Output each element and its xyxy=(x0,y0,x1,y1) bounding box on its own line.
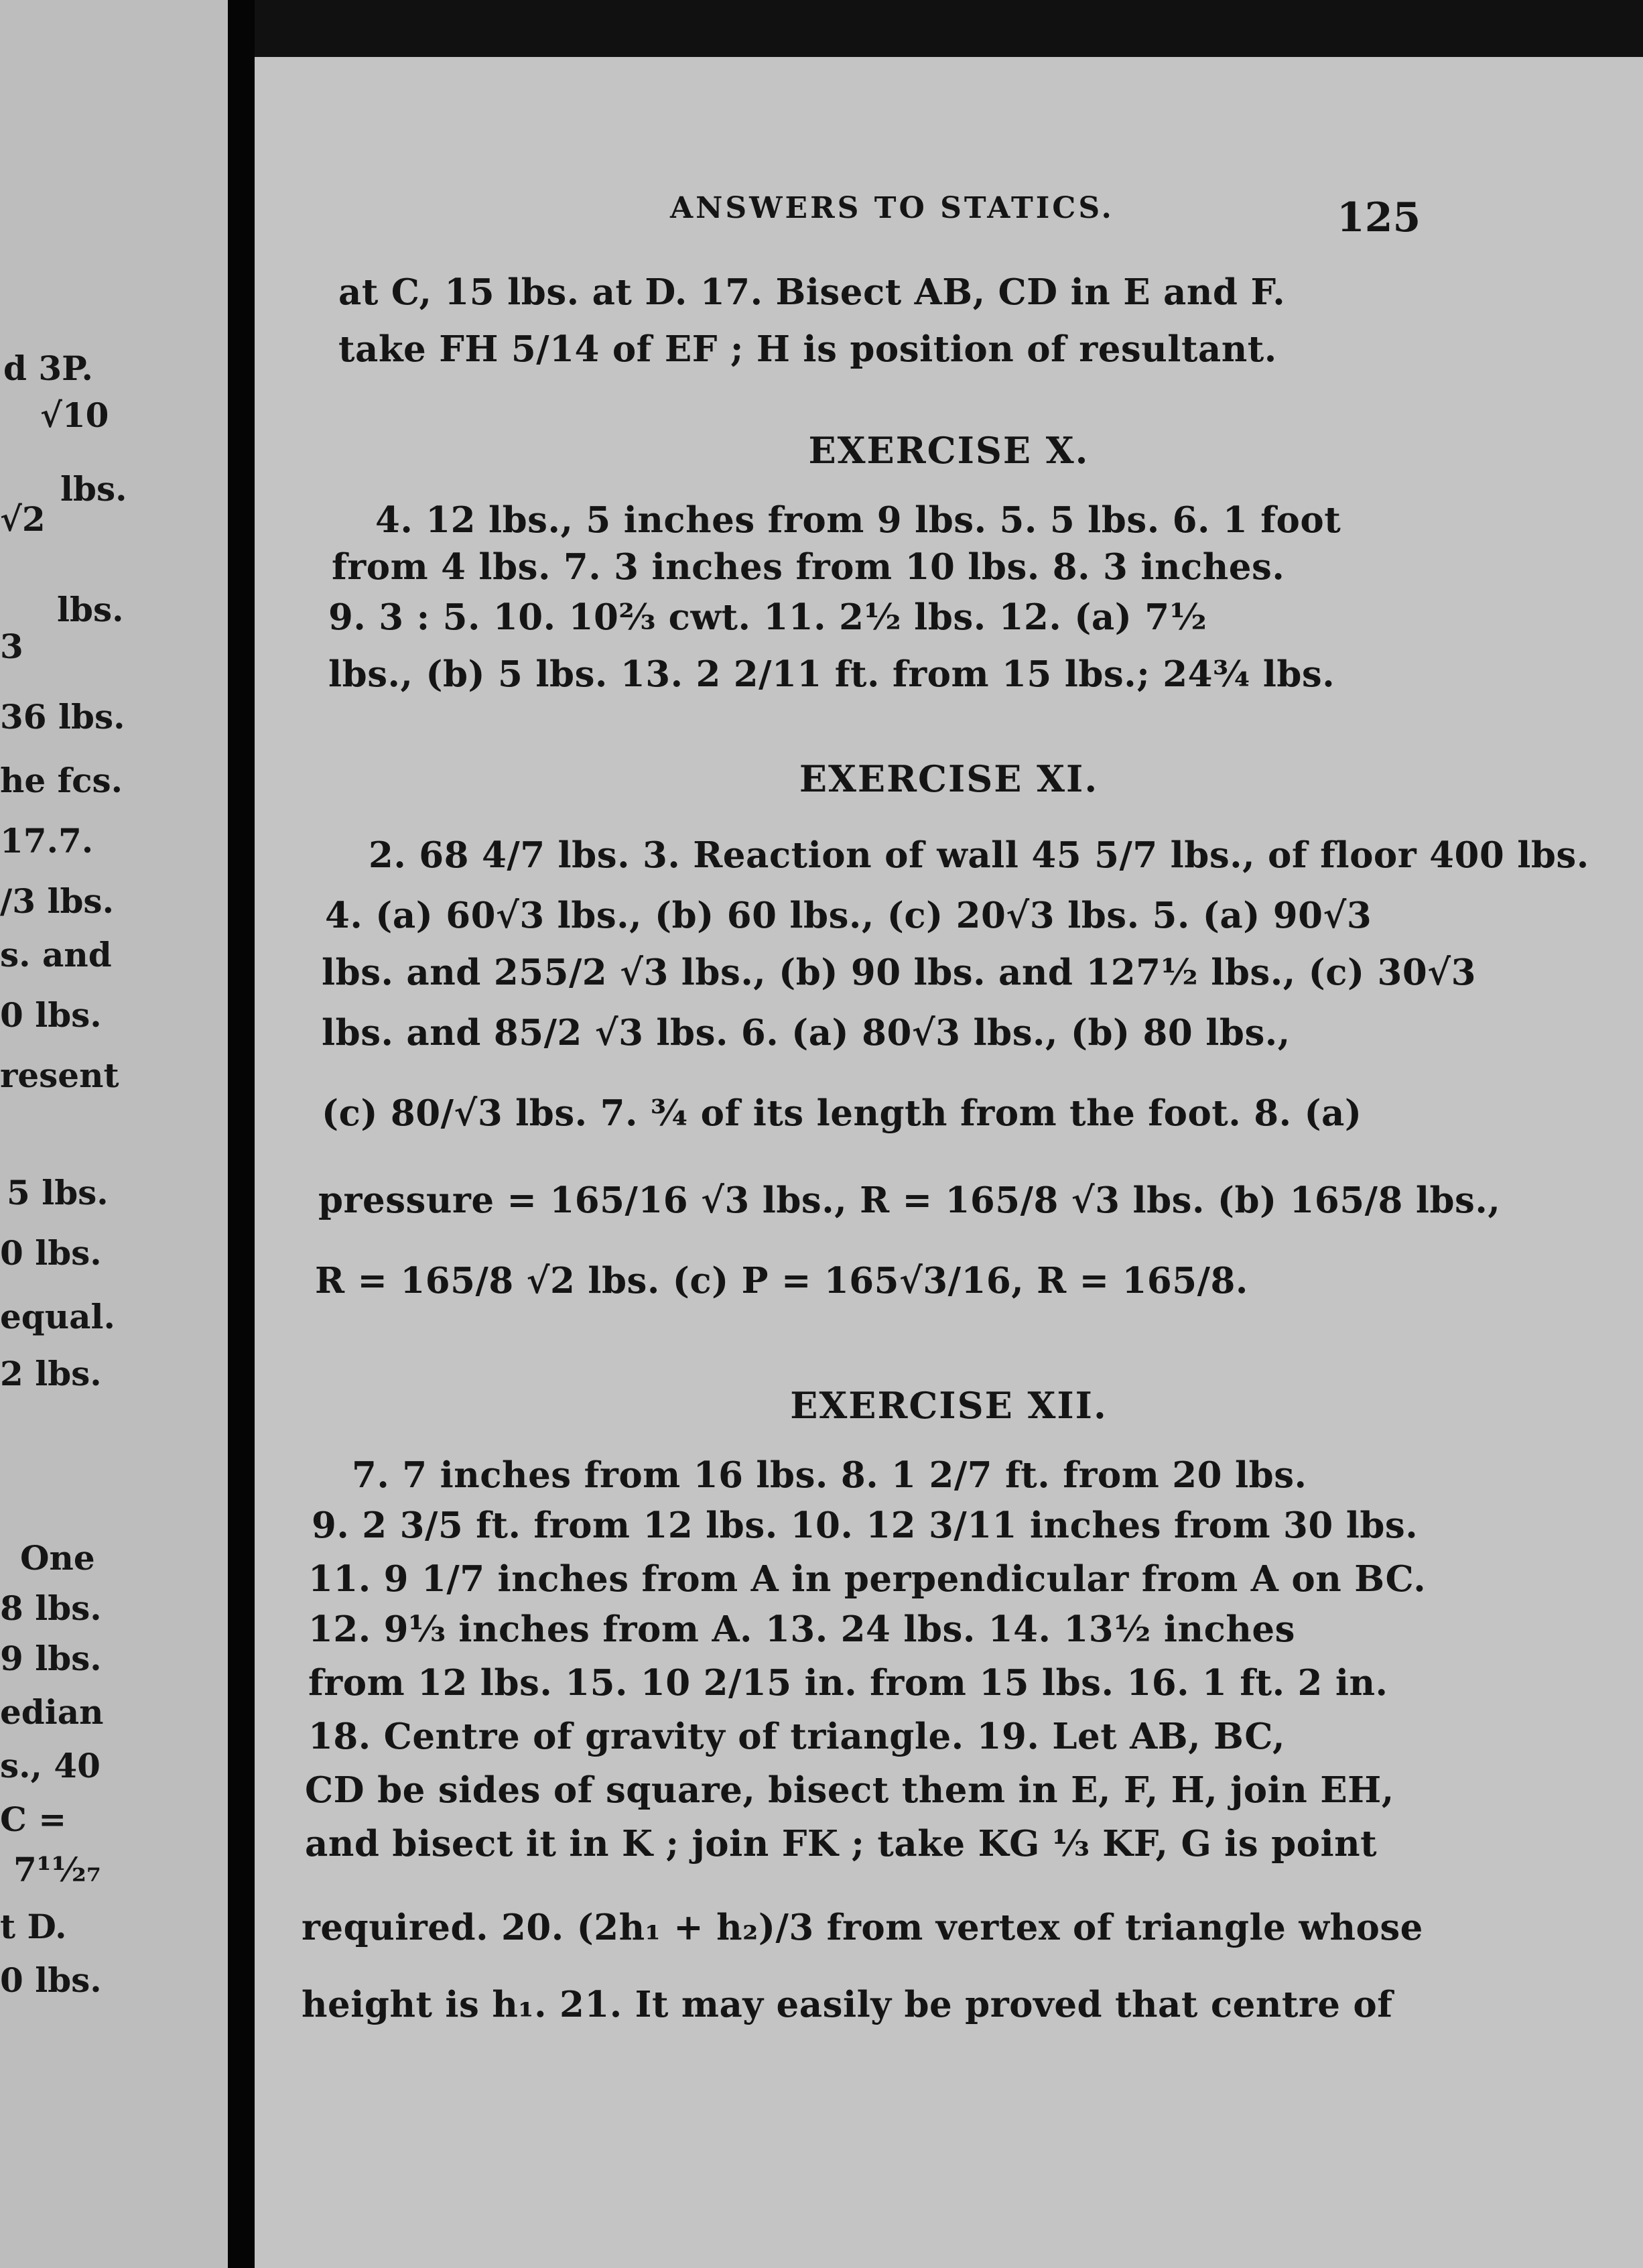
text-line: take FH 5/14 of EF ; H is position of resultant. xyxy=(338,328,1277,370)
text-line: required. 20. (2h₁ + h₂)/3 from vertex of triangle whose xyxy=(302,1907,1423,1948)
page-top-edge xyxy=(255,0,1643,57)
left-fragment: 5 lbs. xyxy=(7,1173,109,1212)
text-line: 12. 9⅓ inches from A. 13. 24 lbs. 14. 13½ inches xyxy=(308,1609,1295,1650)
text-line: lbs. and 85/2 √3 lbs. 6. (a) 80√3 lbs., (b) 80 lbs., xyxy=(322,1012,1291,1054)
text-line: 11. 9 1/7 inches from A in perpendicular from A on BC. xyxy=(308,1558,1427,1600)
book-gutter xyxy=(228,0,255,2268)
text-line: and bisect it in K ; join FK ; take KG ⅓ KF, G is point xyxy=(305,1823,1378,1865)
left-fragment: lbs. xyxy=(60,469,127,509)
text-line: 9. 2 3/5 ft. from 12 lbs. 10. 12 3/11 inches from 30 lbs. xyxy=(312,1505,1419,1546)
exercise-heading: EXERCISE XII. xyxy=(790,1384,1108,1427)
left-fragment: 2 lbs. xyxy=(0,1354,102,1393)
left-fragment: 8 lbs. xyxy=(0,1588,102,1628)
text-line: 9. 3 : 5. 10. 10⅔ cwt. 11. 2½ lbs. 12. (a) 7½ xyxy=(328,596,1207,638)
text-line: height is h₁. 21. It may easily be proved that centre of xyxy=(302,1984,1393,2025)
left-fragment: s. and xyxy=(0,935,112,974)
page-number: 125 xyxy=(1337,194,1421,241)
left-fragment: /3 lbs. xyxy=(0,881,114,921)
text-line: (c) 80/√3 lbs. 7. ¾ of its length from the foot. 8. (a) xyxy=(322,1092,1362,1134)
left-fragment: t D. xyxy=(0,1907,67,1946)
left-fragment: lbs. xyxy=(57,590,124,629)
text-line: from 12 lbs. 15. 10 2/15 in. from 15 lbs. 16. 1 ft. 2 in. xyxy=(308,1662,1388,1704)
text-line: lbs., (b) 5 lbs. 13. 2 2/11 ft. from 15 lbs.; 24¾ lbs. xyxy=(328,653,1335,695)
left-fragment: resent xyxy=(0,1056,119,1095)
text-line: 18. Centre of gravity of triangle. 19. Let AB, BC, xyxy=(308,1716,1285,1757)
text-line: 7. 7 inches from 16 lbs. 8. 1 2/7 ft. from 20 lbs. xyxy=(352,1454,1307,1496)
left-fragment: 36 lbs. xyxy=(0,697,125,737)
left-fragment: √2 xyxy=(0,499,46,539)
text-line: lbs. and 255/2 √3 lbs., (b) 90 lbs. and 127½ lbs., (c) 30√3 xyxy=(322,952,1476,993)
left-fragment: 9 lbs. xyxy=(0,1639,102,1678)
left-fragment: One xyxy=(20,1538,95,1578)
left-fragment: 0 lbs. xyxy=(0,1960,102,2000)
exercise-heading: EXERCISE X. xyxy=(808,429,1090,472)
left-fragment: C = xyxy=(0,1800,67,1839)
text-line: R = 165/8 √2 lbs. (c) P = 165√3/16, R = 165/8. xyxy=(315,1260,1248,1302)
left-fragment: √10 xyxy=(40,395,109,435)
left-fragment: 0 lbs. xyxy=(0,1233,102,1273)
left-fragment: d 3P. xyxy=(3,349,93,388)
exercise-heading: EXERCISE XI. xyxy=(799,757,1099,800)
text-line: CD be sides of square, bisect them in E, F, H, join EH, xyxy=(305,1769,1394,1811)
left-fragment: 3 xyxy=(0,627,23,666)
left-fragment: 7¹¹⁄₂₇ xyxy=(13,1850,101,1889)
left-fragment: 17.7. xyxy=(0,821,94,861)
adjacent-page-strip xyxy=(0,0,228,2268)
left-fragment: edian xyxy=(0,1692,104,1732)
text-line: 4. (a) 60√3 lbs., (b) 60 lbs., (c) 20√3 lbs. 5. (a) 90√3 xyxy=(325,895,1372,936)
text-line: at C, 15 lbs. at D. 17. Bisect AB, CD in E and F. xyxy=(338,271,1286,313)
text-line: pressure = 165/16 √3 lbs., R = 165/8 √3 lbs. (b) 165/8 lbs., xyxy=(318,1180,1501,1221)
left-fragment: equal. xyxy=(0,1297,115,1336)
left-fragment: s., 40 xyxy=(0,1746,101,1785)
text-line: 4. 12 lbs., 5 inches from 9 lbs. 5. 5 lbs. 6. 1 foot xyxy=(375,499,1341,541)
book-page xyxy=(255,0,1643,2268)
running-header: ANSWERS TO STATICS. xyxy=(670,191,1114,225)
left-fragment: he fcs. xyxy=(0,761,123,800)
left-fragment: 0 lbs. xyxy=(0,995,102,1035)
text-line: 2. 68 4/7 lbs. 3. Reaction of wall 45 5/7 lbs., of floor 400 lbs. xyxy=(369,834,1589,876)
text-line: from 4 lbs. 7. 3 inches from 10 lbs. 8. 3 inches. xyxy=(332,546,1285,588)
